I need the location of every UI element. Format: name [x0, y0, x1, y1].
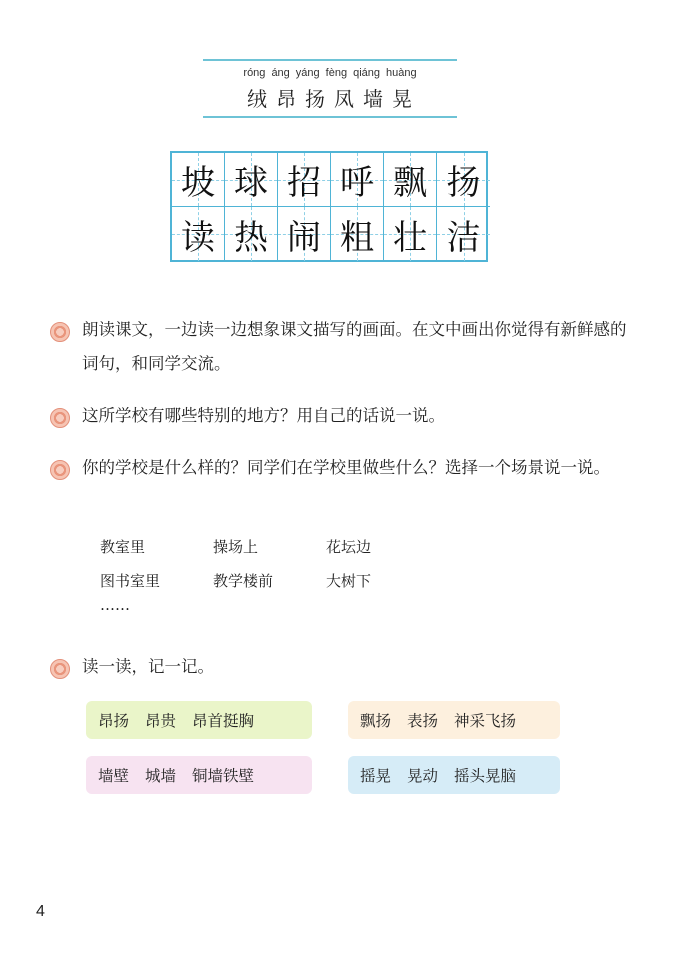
word: 墙壁 [98, 767, 130, 785]
word: 昂贵 [145, 712, 177, 730]
grid-cell: 闹 [278, 207, 331, 261]
pinyin: áng [271, 67, 290, 79]
task-bullet-icon [50, 659, 70, 679]
grid-cell: 坡 [172, 153, 225, 207]
word: 摇头晃脑 [454, 767, 517, 785]
pinyin: qiáng [353, 67, 380, 79]
word-box-yang [348, 701, 560, 739]
word-box-huang [348, 756, 560, 794]
scene-option: 教室里 [100, 538, 146, 556]
word: 飘扬 [360, 712, 392, 730]
grid-cell: 扬 [437, 153, 490, 207]
task-bullet-icon [50, 460, 70, 480]
new-character: 昂 [276, 87, 297, 111]
task-text: 读一读，记一记。 [82, 657, 214, 676]
pinyin: róng [243, 67, 266, 79]
new-characters-box [203, 59, 457, 118]
word: 昂扬 [98, 712, 130, 730]
scene-option: 大树下 [326, 572, 372, 590]
pinyin: yáng [295, 67, 320, 79]
word: 摇晃 [360, 767, 392, 785]
pinyin-row [203, 67, 457, 79]
task-text: 朗读课文，一边读一边想象课文描写的画面。在文中画出你觉得有新鲜感的词句，和同学交流。 [82, 320, 627, 373]
task-item [50, 313, 630, 381]
word: 晃动 [407, 767, 439, 785]
character-row [203, 83, 457, 112]
grid-cell: 读 [172, 207, 225, 261]
task-text: 这所学校有哪些特别的地方？用自己的话说一说。 [82, 406, 445, 425]
word-box-ang [86, 701, 312, 739]
new-character: 绒 [247, 87, 268, 111]
grid-cell: 洁 [437, 207, 490, 261]
word: 神采飞扬 [454, 712, 517, 730]
word: 铜墙铁壁 [192, 767, 255, 785]
grid-cell: 招 [278, 153, 331, 207]
word: 昂首挺胸 [192, 712, 255, 730]
scene-option: 操场上 [213, 538, 259, 556]
grid-cell: 飘 [384, 153, 437, 207]
grid-cell: 热 [225, 207, 278, 261]
new-character: 扬 [305, 87, 326, 111]
grid-cell: 粗 [331, 207, 384, 261]
task-text: 你的学校是什么样的？同学们在学校里做些什么？选择一个场景说一说。 [82, 458, 610, 477]
task-bullet-icon [50, 408, 70, 428]
task-item [50, 399, 630, 433]
scene-option: 教学楼前 [213, 572, 274, 590]
new-character: 墙 [363, 87, 384, 111]
scene-option: 花坛边 [326, 538, 372, 556]
task-item [50, 650, 630, 684]
writing-grid [170, 151, 488, 262]
word: 城墙 [145, 767, 177, 785]
task-bullet-icon [50, 322, 70, 342]
grid-cell: 壮 [384, 207, 437, 261]
page-number: 4 [36, 903, 45, 920]
scene-examples [100, 530, 439, 598]
scene-option: 图书室里 [100, 572, 161, 590]
grid-cell: 球 [225, 153, 278, 207]
word-box-qiang [86, 756, 312, 794]
word: 表扬 [407, 712, 439, 730]
task-item [50, 451, 630, 485]
grid-cell: 呼 [331, 153, 384, 207]
new-character: 晃 [392, 87, 413, 111]
ellipsis: …… [100, 596, 130, 614]
pinyin: fèng [325, 67, 348, 79]
new-character: 凤 [334, 87, 355, 111]
pinyin: huàng [386, 67, 417, 79]
